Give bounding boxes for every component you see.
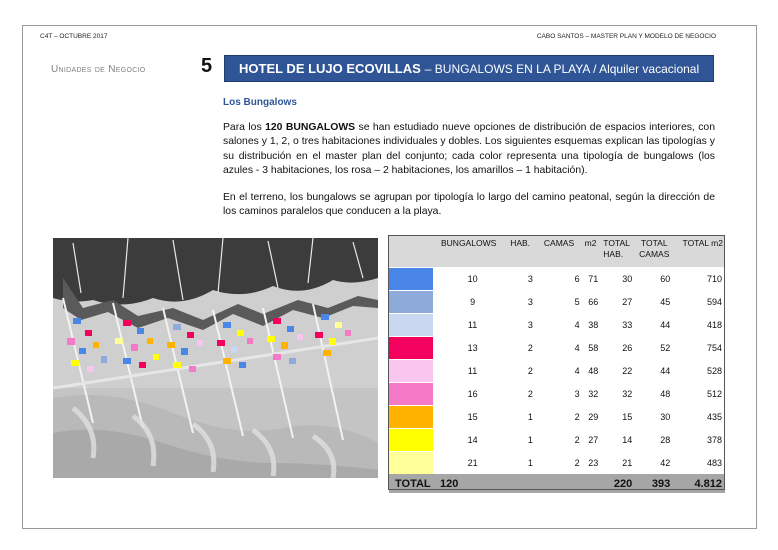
- total-bungalows: 120: [437, 474, 508, 493]
- table-row: [389, 428, 725, 451]
- cell-total-m2: 512: [706, 388, 722, 399]
- typology-color-swatch: [389, 267, 437, 290]
- cell-m2: 38: [588, 319, 599, 330]
- cell-total-camas: 28: [660, 434, 671, 445]
- color-swatch: [389, 337, 433, 359]
- header-camas: CAMAS: [536, 236, 583, 267]
- color-swatch: [389, 383, 433, 405]
- table-header-row: [389, 236, 725, 267]
- cell-total-m2: 528: [706, 365, 722, 376]
- table-row: [389, 313, 725, 336]
- bungalow-table: [389, 236, 725, 493]
- table-row: [389, 267, 725, 290]
- cell-total-m2: 435: [706, 411, 722, 422]
- cell-bungalows: 13: [467, 342, 478, 353]
- cell-total-hab: 33: [622, 319, 633, 330]
- cell-total-camas: 44: [660, 319, 671, 330]
- cell-camas: 3: [574, 388, 580, 399]
- chapter-number: 5: [201, 55, 213, 77]
- cell-total-hab: 22: [622, 365, 633, 376]
- cell-m2: 23: [588, 457, 599, 468]
- header-total-m2: TOTAL m2: [673, 236, 725, 267]
- cell-m2: 71: [588, 273, 599, 284]
- typology-color-swatch: [389, 428, 437, 451]
- cell-hab: 3: [527, 296, 533, 307]
- total-empty-3: [583, 474, 602, 493]
- cell-camas: 4: [574, 365, 580, 376]
- cell-total-m2: 710: [706, 273, 722, 284]
- cell-hab: 1: [527, 434, 533, 445]
- cell-bungalows: 14: [467, 434, 478, 445]
- cell-bungalows: 11: [467, 319, 478, 330]
- total-hab: 220: [601, 474, 635, 493]
- section-label: Unidades de Negocio: [51, 64, 146, 75]
- paragraph-intro: [223, 121, 715, 178]
- cell-hab: 3: [527, 319, 533, 330]
- color-swatch: [389, 314, 433, 336]
- cell-total-hab: 32: [622, 388, 633, 399]
- cell-total-camas: 48: [660, 388, 671, 399]
- total-empty-2: [536, 474, 583, 493]
- cell-total-m2: 594: [706, 296, 722, 307]
- header-project: CABO SANTOS – MASTER PLAN Y MODELO DE NEGOCIO: [536, 33, 716, 40]
- typology-color-swatch: [389, 405, 437, 428]
- color-swatch: [389, 268, 433, 290]
- table-row: [389, 451, 725, 474]
- cell-hab: 1: [527, 457, 533, 468]
- table-total-row: [389, 474, 725, 493]
- total-label: TOTAL: [389, 474, 437, 493]
- cell-total-camas: 52: [660, 342, 671, 353]
- cell-total-hab: 14: [622, 434, 633, 445]
- typology-color-swatch: [389, 382, 437, 405]
- cell-hab: 2: [527, 365, 533, 376]
- cell-total-m2: 378: [706, 434, 722, 445]
- cell-m2: 66: [588, 296, 599, 307]
- cell-total-camas: 42: [660, 457, 671, 468]
- cell-m2: 29: [588, 411, 599, 422]
- title-bar: [224, 55, 714, 82]
- cell-bungalows: 21: [467, 457, 478, 468]
- cell-camas: 2: [574, 434, 580, 445]
- title-sub: – BUNGALOWS EN LA PLAYA / Alquiler vacacional: [424, 61, 700, 76]
- cell-m2: 32: [588, 388, 599, 399]
- paragraph-intro-pre: Para los: [223, 122, 266, 133]
- cell-camas: 2: [574, 411, 580, 422]
- typology-color-swatch: [389, 336, 437, 359]
- typology-color-swatch: [389, 290, 437, 313]
- cell-bungalows: 16: [467, 388, 478, 399]
- total-empty-1: [508, 474, 536, 493]
- table-row: [389, 290, 725, 313]
- typology-color-swatch: [389, 359, 437, 382]
- total-m2: 4.812: [673, 474, 725, 493]
- cell-hab: 2: [527, 388, 533, 399]
- cell-total-camas: 60: [660, 273, 671, 284]
- cell-camas: 4: [574, 342, 580, 353]
- cell-total-m2: 418: [706, 319, 722, 330]
- cell-total-camas: 44: [660, 365, 671, 376]
- typology-color-swatch: [389, 451, 437, 474]
- cell-hab: 1: [527, 411, 533, 422]
- cell-total-hab: 15: [622, 411, 633, 422]
- cell-camas: 5: [574, 296, 580, 307]
- cell-total-camas: 45: [660, 296, 671, 307]
- cell-m2: 27: [588, 434, 599, 445]
- cell-camas: 4: [574, 319, 580, 330]
- header-total-camas: TOTAL CAMAS: [635, 236, 673, 267]
- table-row: [389, 382, 725, 405]
- cell-total-hab: 30: [622, 273, 633, 284]
- cell-bungalows: 10: [467, 273, 478, 284]
- color-swatch: [389, 406, 433, 428]
- cell-hab: 2: [527, 342, 533, 353]
- title-main: HOTEL DE LUJO ECOVILLAS: [239, 61, 421, 76]
- color-swatch: [389, 360, 433, 382]
- cell-total-hab: 27: [622, 296, 633, 307]
- table-row: [389, 405, 725, 428]
- color-swatch: [389, 452, 433, 474]
- cell-total-camas: 30: [660, 411, 671, 422]
- header-hab: HAB.: [508, 236, 536, 267]
- cell-bungalows: 9: [470, 296, 476, 307]
- color-swatch: [389, 291, 433, 313]
- cell-bungalows: 11: [467, 365, 478, 376]
- subheading: Los Bungalows: [223, 97, 297, 108]
- cell-m2: 58: [588, 342, 599, 353]
- cell-camas: 6: [574, 273, 580, 284]
- typology-color-swatch: [389, 313, 437, 336]
- header-m2: m2: [583, 236, 602, 267]
- site-plan-image: [53, 238, 378, 478]
- cell-bungalows: 15: [467, 411, 478, 422]
- cell-camas: 2: [574, 457, 580, 468]
- color-swatch: [389, 429, 433, 451]
- paragraph-terrain: En el terreno, los bungalows se agrupan por tipología lo largo del camino peatonal, según la dirección de los caminos paralelos que conducen a la playa.: [223, 192, 715, 218]
- table-row: [389, 336, 725, 359]
- cell-hab: 3: [527, 273, 533, 284]
- paragraph-intro-post: se han estudiado nueve opciones de distribución de espacios interiores, con salones y 1, 2, o tres habitaciones individuales y dobles. Los siguientes esquemas explican las tipologías y su distribución en el master plan del conjunto; cada color representa una tipología de bungalows (los azules - 3 habitaciones, los rosa – 2 habitaciones, los amarillos – 1 habitación).: [223, 122, 715, 176]
- total-camas: 393: [635, 474, 673, 493]
- header-bungalows: BUNGALOWS: [437, 236, 508, 267]
- header-date: C4T – OCTUBRE 2017: [40, 33, 108, 40]
- cell-m2: 48: [588, 365, 599, 376]
- cell-total-m2: 483: [706, 457, 722, 468]
- cell-total-m2: 754: [706, 342, 722, 353]
- cell-total-hab: 26: [622, 342, 633, 353]
- cell-total-hab: 21: [622, 457, 633, 468]
- header-total-hab: TOTAL HAB.: [601, 236, 635, 267]
- header-color: [389, 236, 437, 267]
- table-row: [389, 359, 725, 382]
- paragraph-intro-bold: 120 BUNGALOWS: [265, 122, 356, 133]
